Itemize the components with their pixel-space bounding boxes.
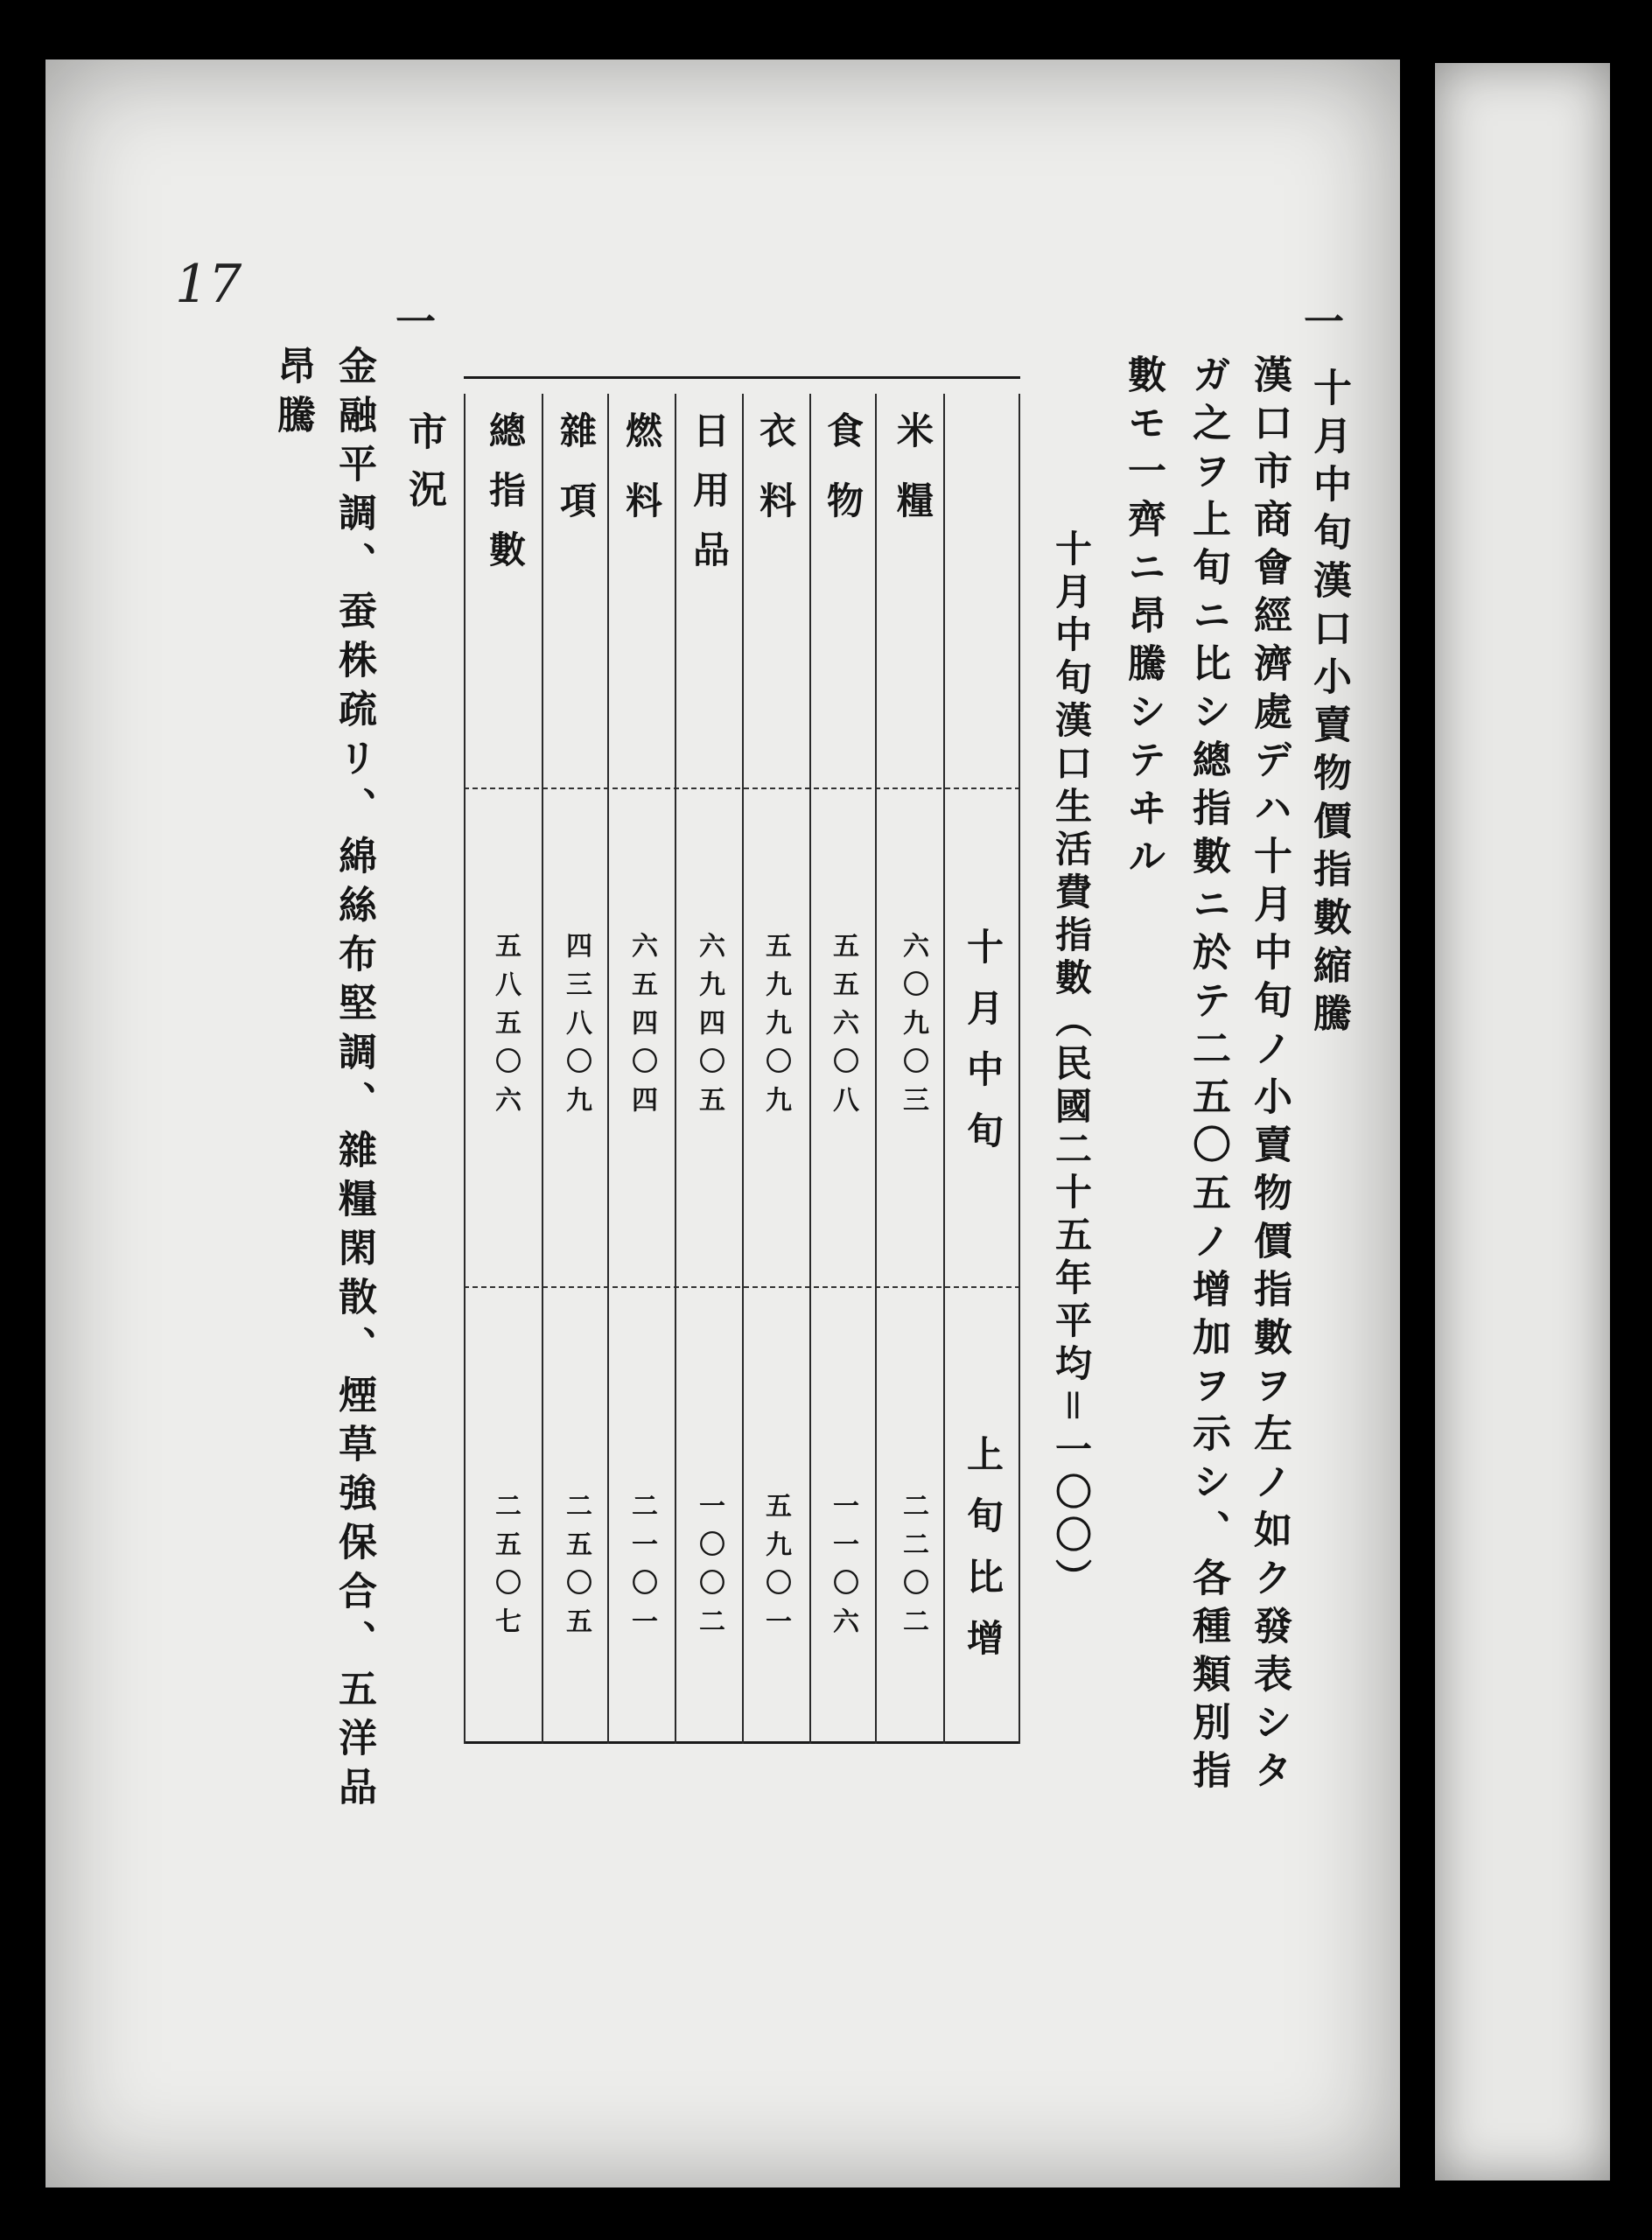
table-row-mid-oct: 五九九〇九 [760, 932, 791, 1124]
col-rule [1018, 394, 1020, 1744]
table-row-change: 一一〇六 [828, 1492, 858, 1646]
table-row-category: 日用品 [688, 411, 731, 590]
table-caption: 十月中旬漢口生活費指數（民國二十五年平均＝一〇〇） [1050, 529, 1093, 1601]
item1-title: 十月中旬漢口小賣物價指數縮騰 [1306, 368, 1351, 1041]
section-mark-1: 一 [1304, 298, 1344, 346]
table-row-mid-oct: 五八五〇六 [490, 932, 521, 1124]
table-row-mid-oct: 六九四〇五 [694, 932, 724, 1124]
col-rule [742, 394, 744, 1744]
item1-body-line-1: 漢口市商會經濟處デハ十月中旬ノ小賣物價指數ヲ左ノ如ク發表シタ [1247, 354, 1292, 1798]
table-row-mid-oct: 四三八〇九 [561, 932, 592, 1124]
col-rule [542, 394, 543, 1744]
table-row-category: 食物 [822, 411, 864, 551]
table-row-category: 總指數 [484, 411, 527, 590]
table-row-change: 二五〇七 [490, 1492, 521, 1646]
table-row-category: 米糧 [892, 411, 934, 551]
section-mark-2: 一 [396, 298, 436, 346]
col-rule [464, 394, 466, 1744]
col-rule [809, 394, 811, 1744]
price-index-table [464, 376, 1020, 1744]
item2-body-line-2: 昂騰 [270, 346, 315, 444]
table-row-mid-oct: 五五六〇八 [828, 932, 858, 1124]
col-rule [675, 394, 676, 1744]
header-mid-october: 十月中旬 [962, 928, 1004, 1172]
col-rule [607, 394, 609, 1744]
table-row-change: 二二〇二 [898, 1492, 928, 1646]
table-row-change: 二一〇一 [626, 1492, 657, 1646]
col-rule [943, 394, 945, 1744]
item1-body-line-2: ガ之ヲ上旬ニ比シ總指數ニ於テ二五〇五ノ增加ヲ示シ、各種類別指 [1186, 354, 1230, 1798]
table-row-change: 一〇〇二 [694, 1492, 724, 1646]
table-row-mid-oct: 六〇九〇三 [898, 932, 928, 1124]
adjacent-page-edge [1435, 63, 1610, 2180]
item1-body-line-3: 數モ一齊ニ昂騰シテヰル [1121, 354, 1166, 884]
item2-body-line-1: 金融平調、蚕株疏リ、綿絲布堅調、雜糧閑散、煙草強保合、五洋品 [332, 346, 376, 1816]
page-number-handwritten: 17 [175, 254, 242, 315]
item2-title: 市況 [402, 411, 446, 527]
table-row-change: 五九〇一 [760, 1492, 791, 1646]
table-top-rule [464, 376, 1020, 379]
table-row-change: 二五〇五 [561, 1492, 592, 1646]
table-row-mid-oct: 六五四〇四 [626, 932, 657, 1124]
table-row-category: 衣料 [754, 411, 797, 551]
table-row-category: 燃料 [620, 411, 663, 551]
col-rule [875, 394, 877, 1744]
table-row-category: 雜項 [555, 411, 598, 551]
header-change: 上旬比增 [962, 1435, 1004, 1680]
